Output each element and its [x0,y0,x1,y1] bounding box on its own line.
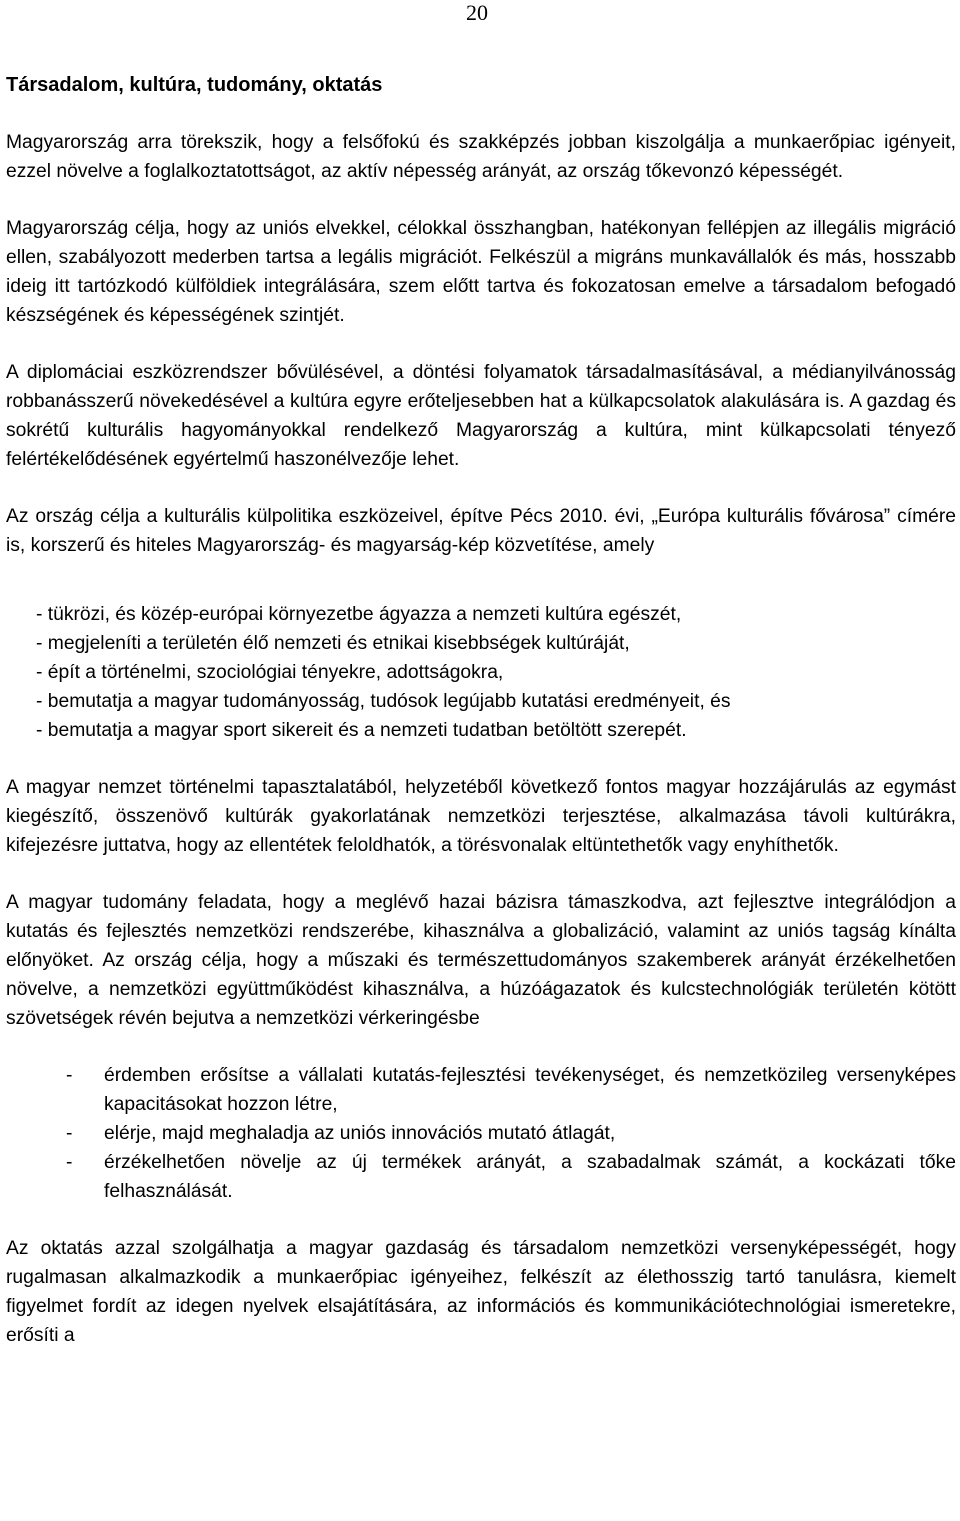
list-item [66,1119,956,1148]
list-dash: - [66,1152,73,1173]
list-item: - megjeleníti a területén élő nemzeti és etnikai kisebbségek kultúráját, [36,633,630,654]
list-item-text: elérje, majd meghaladja az uniós innovációs mutató átlagát, [104,1123,616,1144]
list-item: - bemutatja a magyar sport sikereit és a nemzeti tudatban betöltött szerepét. [36,720,687,741]
list-dash: - [66,1123,73,1144]
paragraph-migration: Magyarország célja, hogy az uniós elvekkel, célokkal összhangban, hatékonyan fellépjen az illegális migráció ellen, szabályozott mederben tartsa a legális migrációt. Felkészül a migráns munkavállalók és más, hosszabb ideig itt tartózkodó külföldiek integrálására, szem előtt tartva és fokozatosan emelve a társadalom befogadó készségének és képességének szintjét. [6,218,956,326]
list-item-text: érdemben erősítse a vállalati kutatás-fejlesztési tevékenységet, és nemzetközileg versenyképes kapacitásokat hozzon létre, [104,1065,956,1115]
culture-goals-list [6,600,956,745]
paragraph-hungarian-contribution: A magyar nemzet történelmi tapasztalatából, helyzetéből következő fontos magyar hozzájárulás az egymást kiegészítő, összenövő kultúrák gyakorlatának nemzetközi terjesztése, alkalmazása távoli kultúrákra, kifejezésre juttatva, hogy az ellentétek feloldhatók, a törésvonalak eltüntethetők vagy enyhíthetők. [6,777,956,856]
list-item: - tükrözi, és közép-európai környezetbe ágyazza a nemzeti kultúra egészét, [36,604,682,625]
list-item-text: érzékelhetően növelje az új termékek arányát, a szabadalmak számát, a kockázati tőke felhasználását. [104,1152,956,1202]
paragraph-diplomacy-culture: A diplomáciai eszközrendszer bővülésével, a döntési folyamatok társadalmasításával, a médianyilvánosság robbanásszerű növekedésével a kultúra egyre erőteljesebben hat a külkapcsolatok alakulására is. A gazdag és sokrétű kulturális hagyományokkal rendelkező Magyarország a kultúra, mint külkapcsolati tényező felértékelődésének egyértelmű haszonélvezője lehet. [6,362,956,470]
list-item [66,1148,956,1206]
paragraph-science: A magyar tudomány feladata, hogy a meglévő hazai bázisra támaszkodva, azt fejlesztve integrálódjon a kutatás és fejlesztés nemzetközi rendszerébe, kihasználva a globalizáció, valamint az uniós tagság kínálta előnyöket. Az ország célja, hogy a műszaki és természettudományos szakemberek arányát érzékelhetően növelve, a nemzetközi együttműködést kihasználva, a húzóágazatok és kulcstechnológiák területén kötött szövetségek révén bejutva a nemzetközi vérkeringésbe [6,892,956,1029]
document-body [6,70,956,1378]
section-title: Társadalom, kultúra, tudomány, oktatás [6,74,383,96]
list-item: - épít a történelmi, szociológiai tényekre, adottságokra, [36,662,504,683]
list-item: - bemutatja a magyar tudományosság, tudósok legújabb kutatási eredményeit, és [36,691,731,712]
paragraph-labor-market: Magyarország arra törekszik, hogy a felsőfokú és szakképzés jobban kiszolgálja a munkaerőpiac igényeit, ezzel növelve a foglalkoztatottságot, az aktív népesség arányát, az ország tőkevonzó képességét. [6,132,956,182]
list-dash: - [66,1065,73,1086]
list-item [66,1061,956,1119]
paragraph-cultural-policy: Az ország célja a kulturális külpolitika eszközeivel, építve Pécs 2010. évi, „Európa kulturális fővárosa” címére is, korszerű és hiteles Magyarország- és magyarság-kép közvetítése, amely [6,506,956,556]
page-number: 20 [466,0,488,25]
paragraph-education: Az oktatás azzal szolgálhatja a magyar gazdaság és társadalom nemzetközi versenyképességét, hogy rugalmasan alkalmazkodik a munkaerőpiac igényeihez, felkészít az élethosszig tartó tanulásra, kiemelt figyelmet fordít az idegen nyelvek elsajátítására, az információs és kommunikációtechnológiai ismeretekre, erősíti a [6,1238,956,1346]
science-goals-list [6,1061,956,1206]
